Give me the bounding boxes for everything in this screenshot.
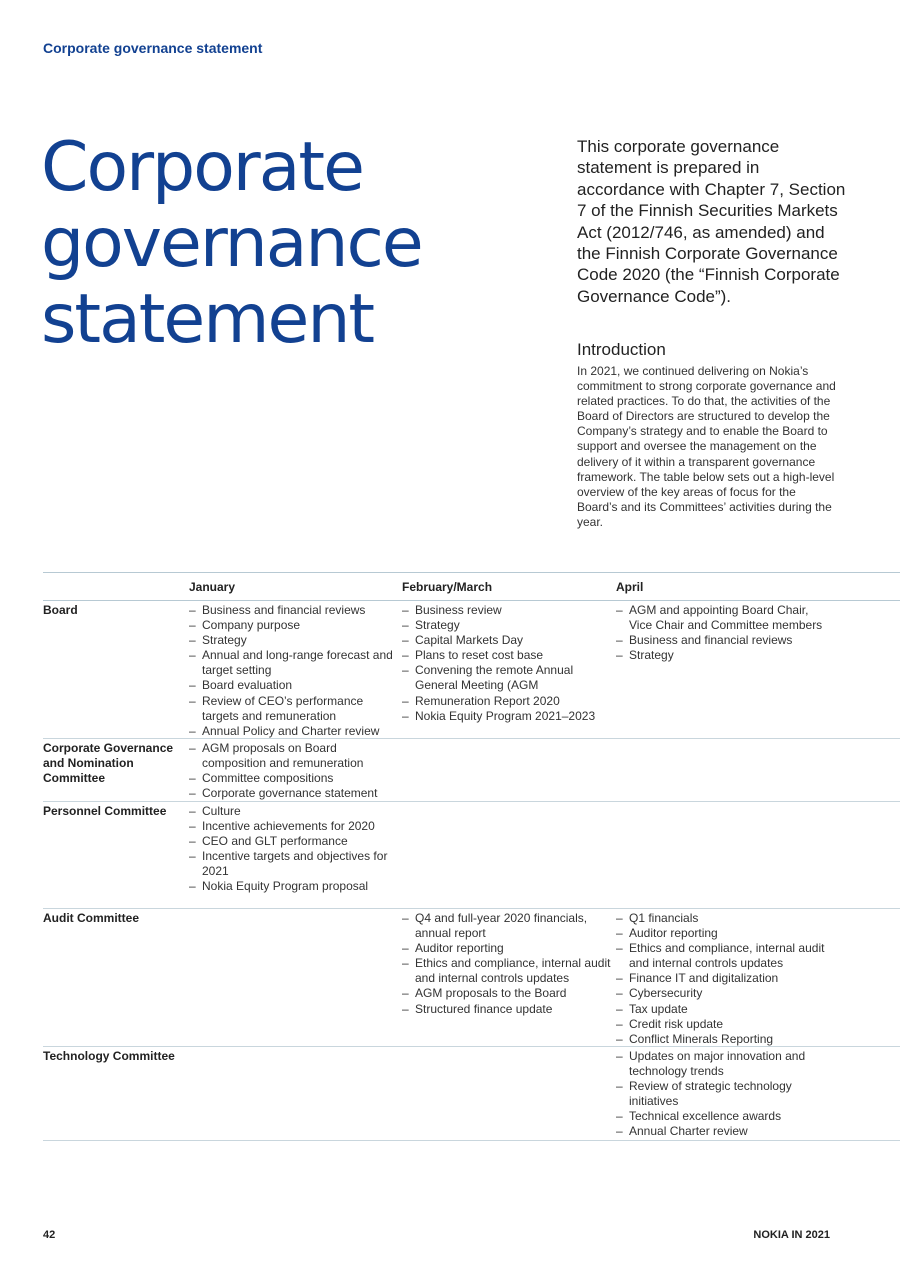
title-line: statement [41,280,374,359]
list-item: – Corporate governance statement [189,786,399,801]
governance-table [43,572,900,1141]
intro-heading: Introduction [577,340,666,359]
row-label: Corporate Governance and Nomination Committee [43,741,174,786]
list-item: – Nokia Equity Program proposal [189,879,399,894]
row-label: Personnel Committee [43,804,167,818]
list-item: – Nokia Equity Program 2021–2023 [402,709,614,724]
section-header: Corporate governance statement [43,40,263,56]
list-item: – Q1 financials [616,911,831,926]
table-row [43,601,900,739]
list-item: – Business and financial reviews [616,633,831,648]
list-item: – Annual and long-range forecast and target setting [189,648,399,678]
list-item: – AGM proposals on Board composition and remuneration [189,741,399,771]
list-item: – Business and financial reviews [189,603,399,618]
title-line: Corporate [41,128,363,207]
cell-april [616,603,831,663]
row-label: Board [43,603,78,617]
column-header-april: April [616,580,644,594]
list-item: – Incentive targets and objectives for 2021 [189,849,399,879]
table-row [43,1047,900,1141]
list-item: – Board evaluation [189,678,399,693]
footer-brand: NOKIA IN 2021 [753,1229,830,1241]
list-item: – Strategy [189,633,399,648]
list-item: – Updates on major innovation and technology trends [616,1049,831,1079]
list-item: – Plans to reset cost base [402,648,614,663]
table-row [43,909,900,1047]
list-item: – Strategy [616,648,831,663]
list-item: – Review of strategic technology initiatives [616,1079,831,1109]
list-item: – Finance IT and digitalization [616,971,831,986]
row-label: Audit Committee [43,911,139,925]
intro-lead: This corporate governance statement is prepared in accordance with Chapter 7, Section 7 of the Finnish Securities Markets Act (2012/746, as amended) and the Finnish Corporate Governance Code 2020 (the “Finnish Corporate Governance Code”). [577,137,846,306]
list-item: – Ethics and compliance, internal audit and internal controls updates [402,956,614,986]
list-item: – Tax update [616,1002,831,1017]
list-item: – Committee compositions [189,771,399,786]
cell-february-march [402,911,614,1017]
list-item: – Company purpose [189,618,399,633]
page-number: 42 [43,1229,56,1241]
list-item: – Annual Charter review [616,1124,831,1139]
list-item: – Cybersecurity [616,986,831,1001]
list-item: – Auditor reporting [402,941,614,956]
list-item: – Business review [402,603,614,618]
table-row [43,802,900,909]
list-item: – Technical excellence awards [616,1109,831,1124]
list-item: – CEO and GLT performance [189,834,399,849]
list-item: – Credit risk update [616,1017,831,1032]
table-row [43,739,900,802]
title-line: governance [41,204,422,283]
list-item: – Convening the remote Annual General Meeting (AGM [402,663,614,693]
column-header-january: January [189,580,236,594]
cell-april [616,911,831,1047]
list-item: – Annual Policy and Charter review [189,724,399,739]
list-item: – Incentive achievements for 2020 [189,819,399,834]
cell-february-march [402,603,614,724]
list-item: – Structured finance update [402,1002,614,1017]
list-item: – AGM proposals to the Board [402,986,614,1001]
cell-january [189,603,399,739]
list-item: – Conflict Minerals Reporting [616,1032,831,1047]
cell-april [616,1049,831,1140]
column-header-february-march: February/March [402,580,493,594]
list-item: – Ethics and compliance, internal audit and internal controls updates [616,941,831,971]
list-item: – AGM and appointing Board Chair, Vice Chair and Committee members [616,603,831,633]
list-item: – Q4 and full-year 2020 financials, annual report [402,911,614,941]
list-item: – Remuneration Report 2020 [402,694,614,709]
list-item: – Auditor reporting [616,926,831,941]
row-label: Technology Committee [43,1049,175,1063]
table-header-row [43,573,900,601]
cell-january [189,804,399,895]
cell-january [189,741,399,801]
intro-body: In 2021, we continued delivering on Nokia’s commitment to strong corporate governance and related practices. To do that, the activities of the Board of Directors are structured to develop the Company’s strategy and to enable the Board to support and oversee the management on the delivery of it within a transparent governance framework. The table below sets out a high-level overview of the key areas of focus for the Board’s and its Committees’ activities during the year. [577,364,836,529]
page-title [41,130,461,358]
list-item: – Strategy [402,618,614,633]
list-item: – Capital Markets Day [402,633,614,648]
list-item: – Culture [189,804,399,819]
list-item: – Review of CEO’s performance targets and remuneration [189,694,399,724]
